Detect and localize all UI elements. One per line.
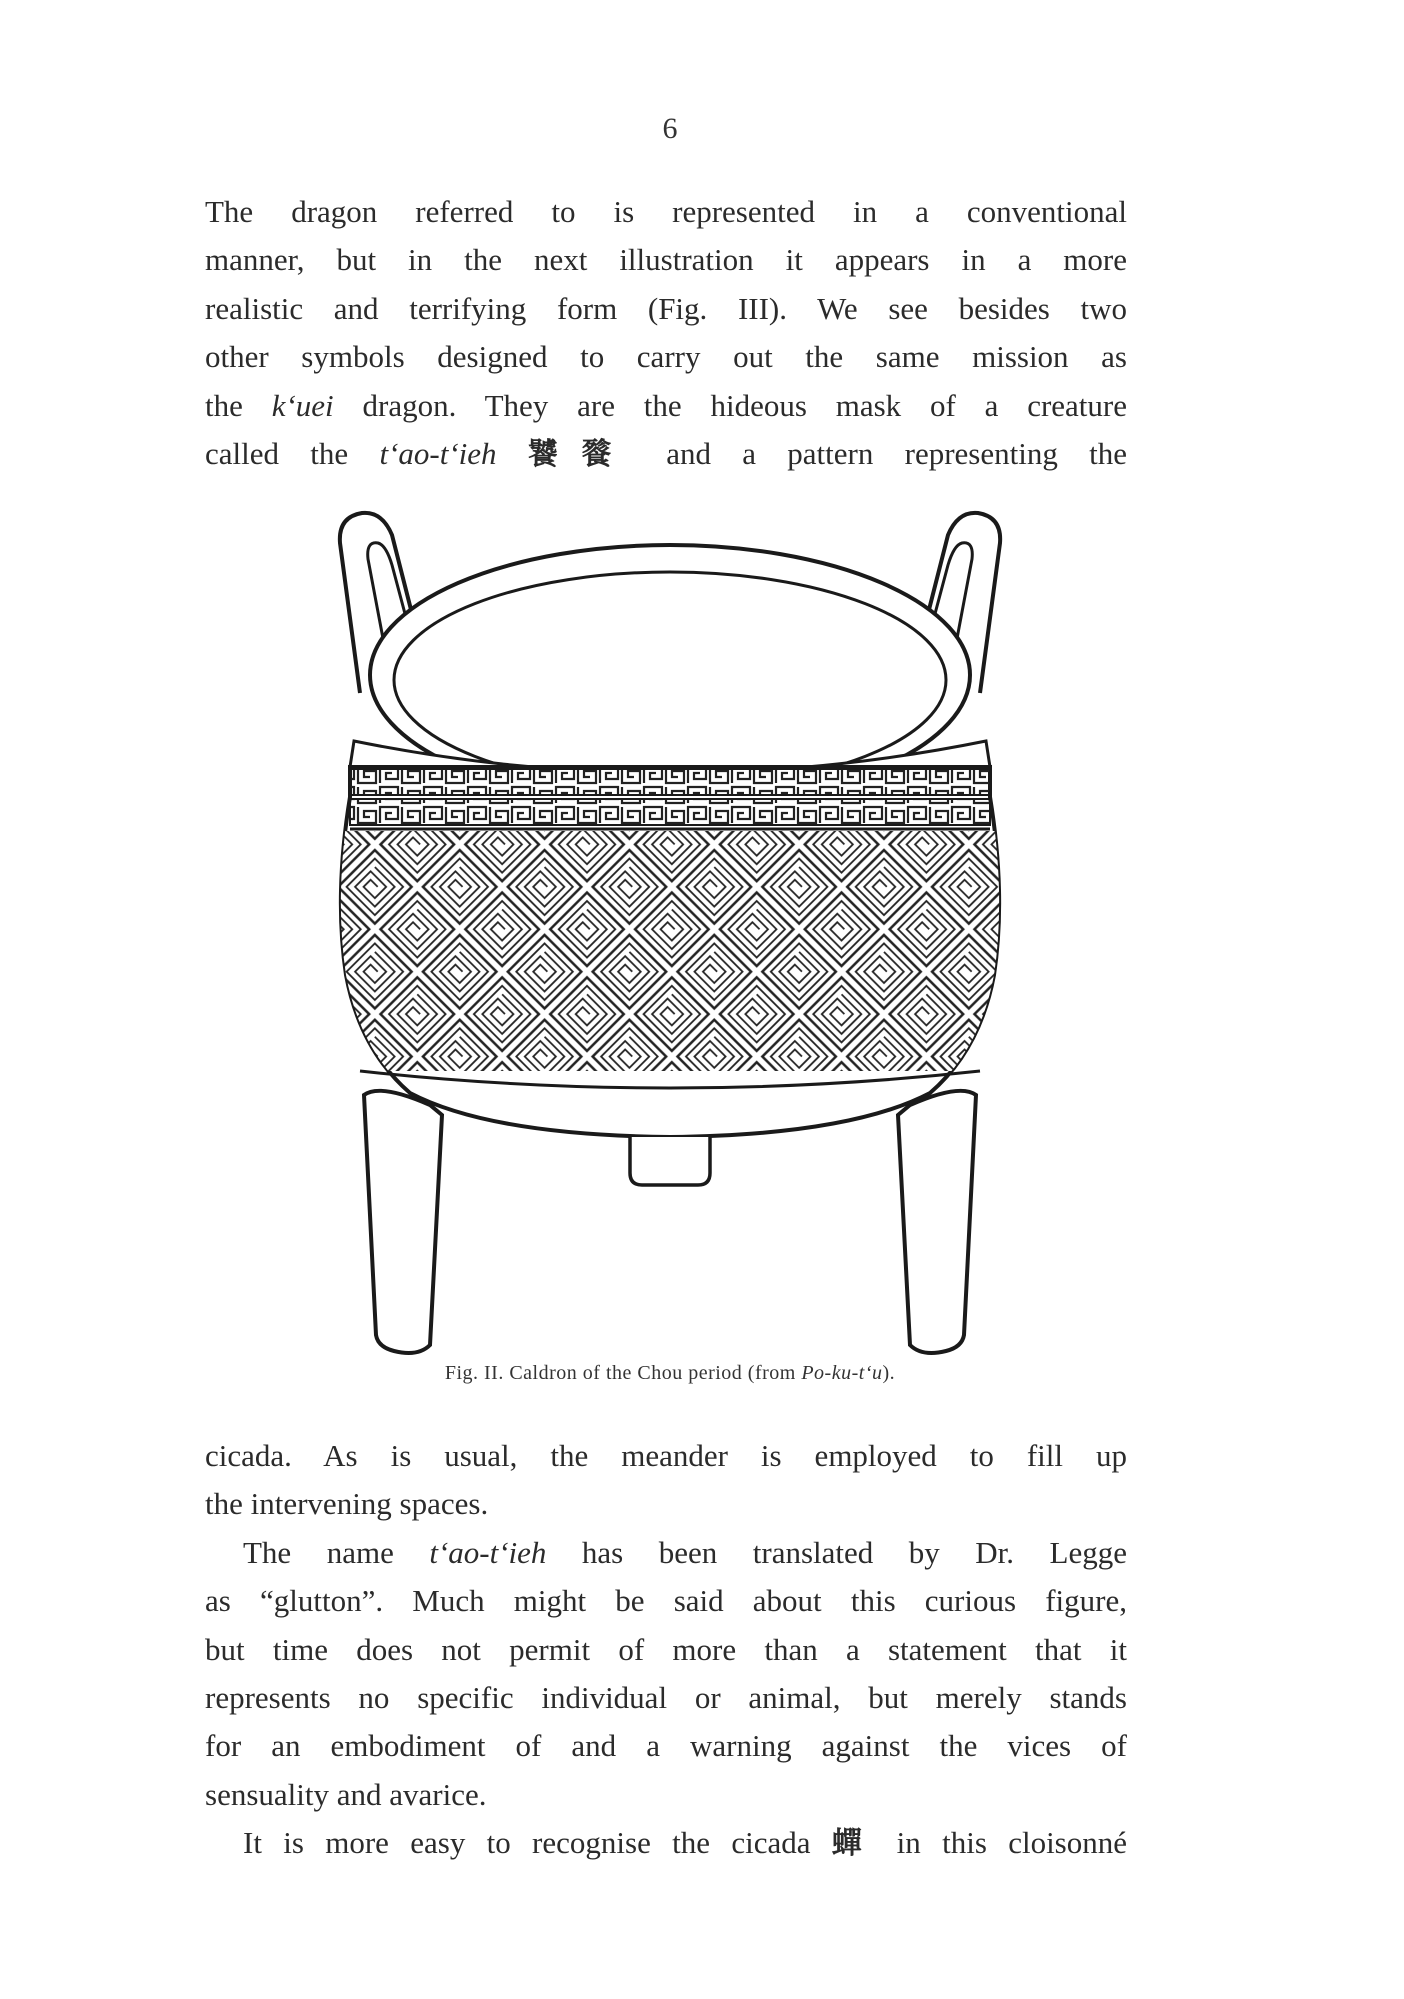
text-line: for an embodiment of and a warning against the vices of — [205, 1728, 1127, 1764]
caption-source: Po-ku-t‘u — [801, 1362, 883, 1384]
text-line: other symbols designed to carry out the same mission as — [205, 339, 1127, 375]
text-fragment: It is more easy to recognise the cicada — [243, 1825, 832, 1861]
text-fragment: The name — [243, 1534, 430, 1570]
text-line: represents no specific individual or animal, but merely stands — [205, 1680, 1127, 1716]
text-line — [205, 430, 1127, 479]
text-line: The dragon referred to is represented in a conventional — [205, 194, 1127, 229]
text-fragment: dragon. They are the hideous mask of a creature — [333, 387, 1128, 423]
text-line: as “glutton”. Much might be said about this curious figure, — [205, 1583, 1127, 1619]
figure-caption — [0, 1362, 1340, 1385]
text-line — [205, 1819, 1127, 1868]
caption-suffix: ). — [882, 1362, 896, 1384]
italic-term: t‘ao-t‘ieh — [429, 1534, 547, 1570]
italic-term: t‘ao-t‘ieh — [379, 436, 497, 472]
text-line: cicada. As is usual, the meander is employed to fill up — [205, 1438, 1127, 1473]
text-line: the intervening spaces. — [205, 1486, 489, 1522]
caldron-illustration — [290, 505, 1050, 1360]
text-fragment: and a pattern representing the — [634, 436, 1128, 472]
right-leg — [898, 1091, 976, 1353]
text-fragment: in this cloisonné — [875, 1825, 1127, 1861]
text-line: sensuality and avarice. — [205, 1776, 487, 1812]
text-line — [205, 1529, 1127, 1577]
caldron-drawing — [290, 505, 1050, 1360]
text-fragment: called the — [205, 436, 380, 472]
top-paragraph — [205, 188, 1127, 479]
text-line: but time does not permit of more than a statement that it — [205, 1631, 1127, 1667]
chinese-characters: 饕餮 — [527, 437, 635, 473]
italic-term: k‘uei — [271, 387, 334, 423]
text-fragment: has been translated by Dr. Legge — [546, 1534, 1127, 1570]
text-line: manner, but in the next illustration it appears in a more — [205, 242, 1127, 278]
chinese-character: 蟬 — [831, 1826, 876, 1862]
page-number: 6 — [662, 112, 678, 145]
left-leg — [364, 1091, 442, 1353]
bottom-text — [205, 1432, 1127, 1869]
text-line — [205, 382, 1127, 430]
rim-inner — [394, 572, 946, 788]
text-fragment: the — [205, 387, 272, 423]
caption-prefix: Fig. II. Caldron of the Chou period (from — [444, 1362, 802, 1384]
center-foot — [630, 1137, 710, 1185]
text-line: realistic and terrifying form (Fig. III). We see besides two — [205, 290, 1127, 326]
